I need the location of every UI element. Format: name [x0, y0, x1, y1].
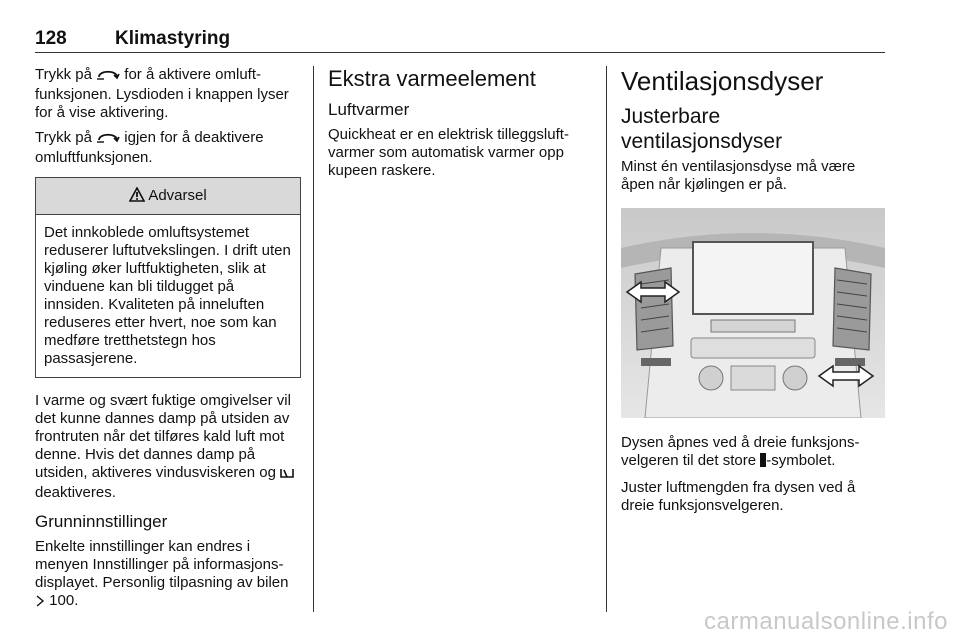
- warning-title: Advarsel: [148, 187, 207, 204]
- column-3: [621, 66, 886, 522]
- page-number: 128: [35, 28, 67, 49]
- vent-adjust-paragraph: Juster luftmengden fra dysen ved å dreie funksjonsvelgeren.: [621, 479, 856, 514]
- heading-air-vents: Ventilasjonsdyser: [621, 66, 824, 96]
- chapter-title: Klimastyring: [115, 28, 231, 49]
- recirculation-on-paragraph: Trykk på for å aktivere omluft-funksjonen. Lysdioden i knappen lyser for å vise aktivering.: [35, 66, 289, 121]
- subheading-air-heater: Luftvarmer: [328, 100, 410, 119]
- page-reference-icon: [35, 594, 45, 612]
- vents-intro-paragraph: Minst én ventilasjonsdyse må være åpen når kjølingen er på.: [621, 158, 856, 193]
- air-heater-paragraph: Quickheat er en elektrisk tilleggsluft-varmer som automatisk varmer opp kupeen raskere.: [328, 126, 569, 179]
- warning-box: [35, 177, 301, 378]
- fog-paragraph: I varme og svært fuktige omgivelser vil det kunne dannes damp på utsiden av frontruten når det tilføres kald luft mot denne. Hvis det dannes damp på utsiden, aktiveres vindusviskeren og deaktiveres.: [35, 392, 301, 502]
- dashboard-vents-illustration: [621, 208, 885, 418]
- page-reference[interactable]: 100.: [49, 592, 79, 609]
- section-heading-basic-settings: Grunninnstillinger: [35, 512, 168, 531]
- subheading-adjustable-vents: Justerbare ventilasjonsdyser: [621, 105, 783, 153]
- column-divider-1: [313, 66, 314, 612]
- watermark: carmanualsonline.info: [704, 608, 948, 635]
- recirculation-icon: [96, 68, 120, 86]
- page-header: [35, 28, 885, 53]
- heading-extra-heater: Ekstra varmeelement: [328, 66, 536, 91]
- column-1: [35, 66, 301, 619]
- warning-header: [36, 178, 300, 215]
- vent-open-paragraph: Dysen åpnes ved å dreie funksjons-velgeren til det store -symbolet.: [621, 434, 886, 472]
- column-divider-2: [606, 66, 607, 612]
- column-2: [328, 66, 598, 187]
- warning-triangle-icon: [129, 180, 145, 216]
- recirculation-icon: [96, 131, 120, 149]
- recirculation-off-paragraph: Trykk på igjen for å deaktivere omluftfunksjonen.: [35, 129, 264, 166]
- basic-settings-paragraph: Enkelte innstillinger kan endres i menyen Innstillinger på informasjons-displayet. Personlig tilpasning av bilen 100.: [35, 538, 301, 612]
- warning-text: Det innkoblede omluftsystemet reduserer luftutvekslingen. I drift uten kjøling øker luftfuktigheten, slik at vinduene kan bli tildugget på innsiden. Kvaliteten på inneluften reduseres etter hvert, noe som kan medføre tretthetstegn hos passasjerene.: [44, 224, 291, 367]
- wiper-icon: [280, 466, 294, 484]
